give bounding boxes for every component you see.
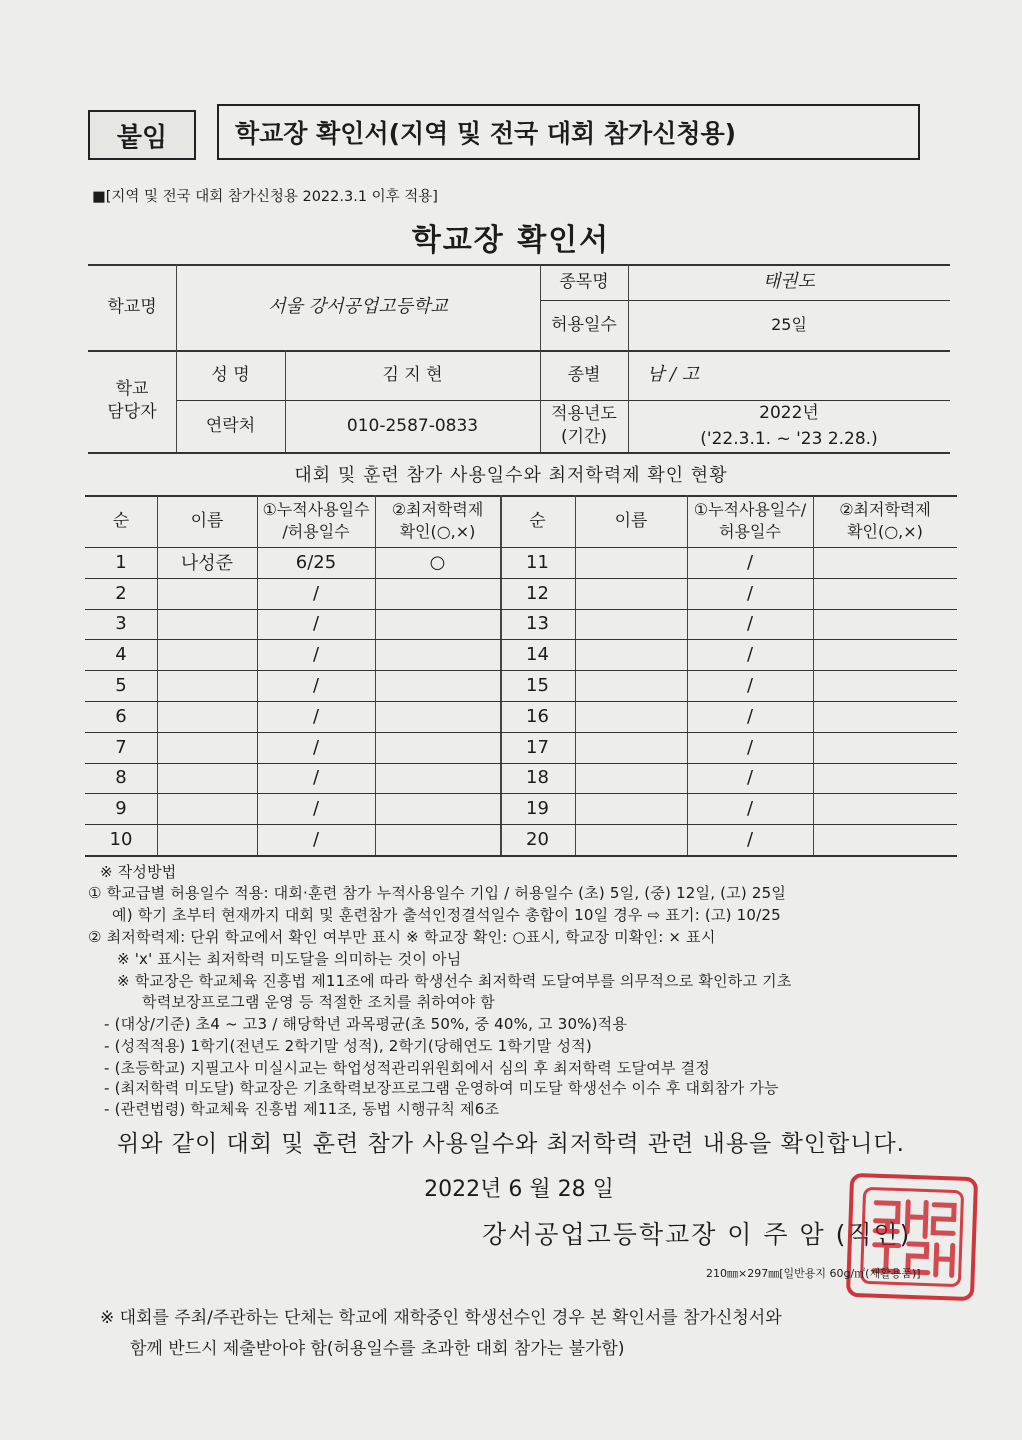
category-label: 종별: [567, 364, 601, 385]
instruction-line: - (초등학교) 지필고사 미실시교는 학업성적관리위원회에서 심의 후 최저학력 도달여부 결정: [104, 1059, 710, 1077]
cell-check-right: [813, 793, 957, 824]
cell-no-right: 16: [526, 705, 549, 727]
school-name-label: 학교명: [107, 296, 157, 317]
cell-days-left: /: [312, 675, 320, 697]
allowed-days-value: 25일: [771, 315, 807, 335]
cell-check-right: [813, 732, 957, 763]
col-header-days-right: ①누적사용일수/ 허용일수: [693, 500, 807, 541]
col-header-no-left: 순: [112, 510, 130, 531]
instruction-line: ② 최저학력제: 단위 학교에서 확인 여부만 표시 ※ 학교장 확인: ○표시, 학교장 미확인: × 표시: [88, 928, 716, 946]
cell-days-left: /: [312, 705, 320, 727]
cell-days-left: /: [312, 644, 320, 666]
cell-name-right: [575, 763, 687, 794]
application-note: ■[지역 및 전국 대회 참가신청용 2022.3.1 이후 적용]: [92, 189, 438, 205]
cell-days-right: /: [746, 613, 754, 635]
cell-name-left: [157, 701, 257, 732]
allowed-days-label: 허용일수: [551, 314, 617, 335]
contact-value: 010-2587-0833: [346, 415, 479, 436]
instruction-line: - (성적적용) 1학기(전년도 2학기말 성적), 2학기(당해연도 1학기말 성적): [104, 1037, 592, 1055]
cell-name-left: [157, 639, 257, 670]
cell-no-right: 18: [526, 767, 549, 789]
form-header-title-text: 학교장 확인서(지역 및 전국 대회 참가신청용): [235, 119, 737, 148]
cell-name-right: [575, 824, 687, 855]
cell-check-left: [375, 793, 500, 824]
cell-days-left: /: [312, 613, 320, 635]
cell-days-right: /: [746, 644, 754, 666]
cell-no-right: 13: [526, 613, 549, 635]
col-header-name-right: 이름: [614, 510, 648, 531]
cell-days-left: /: [312, 829, 320, 851]
cell-no-right: 19: [526, 798, 549, 820]
cell-days-left: 6/25: [295, 551, 337, 573]
form-header-title: [217, 104, 920, 160]
cell-days-left: /: [312, 736, 320, 758]
cell-check-left: ○: [429, 551, 446, 573]
contact-label: 연락처: [205, 415, 256, 436]
cell-name-left: [157, 578, 257, 609]
cell-name-right: [575, 639, 687, 670]
cell-check-right: [813, 824, 957, 855]
cell-no-right: 20: [526, 829, 549, 851]
cell-days-right: /: [746, 798, 754, 820]
cell-no-left: 4: [115, 644, 127, 666]
cell-days-left: /: [312, 582, 320, 604]
cell-no-left: 8: [115, 767, 127, 789]
status-section-title: 대회 및 훈련 참가 사용일수와 최저학력제 확인 현황: [294, 465, 728, 486]
page-title: 학교장 확인서: [411, 223, 611, 258]
col-header-days-left: ①누적사용일수 /허용일수: [262, 500, 370, 541]
cell-days-right: /: [746, 705, 754, 727]
cell-no-right: 14: [526, 644, 549, 666]
cell-no-left: 3: [115, 613, 127, 635]
instruction-line: ① 학교급별 허용일수 적용: 대회·훈련 참가 누적사용일수 기입 / 허용일수 (초) 5일, (중) 12일, (고) 25일: [88, 884, 787, 902]
instruction-line: - (대상/기준) 초4 ~ 고3 / 해당학년 과목평균(초 50%, 중 40%, 고 30%)적용: [104, 1015, 628, 1033]
cell-check-left: [375, 578, 500, 609]
cell-check-right: [813, 578, 957, 609]
cell-check-left: [375, 701, 500, 732]
cell-no-left: 1: [115, 551, 127, 573]
cell-no-left: 7: [115, 736, 127, 758]
cell-no-left: 9: [115, 798, 127, 820]
staff-name-value: 김 지 현: [382, 364, 443, 385]
cell-days-left: /: [312, 767, 320, 789]
cell-no-left: 2: [115, 582, 127, 604]
instruction-line: ※ 학교장은 학교체육 진흥법 제11조에 따라 학생선수 최저학력 도달여부를 의무적으로 확인하고 기초: [117, 972, 792, 990]
event-label: 종목명: [559, 271, 609, 292]
cell-days-right: /: [746, 582, 754, 604]
cell-days-left: /: [312, 798, 320, 820]
cell-days-right: /: [746, 736, 754, 758]
cell-check-right: [813, 547, 957, 578]
cell-name-right: [575, 547, 687, 578]
cell-name-right: [575, 578, 687, 609]
cell-name-left: [157, 763, 257, 794]
apply-year-value: 2022년: [759, 402, 819, 423]
cell-days-right: /: [746, 829, 754, 851]
cell-name-right: [575, 701, 687, 732]
category-value: 남 / 고: [646, 363, 700, 385]
cell-name-left: [157, 732, 257, 763]
cell-name-right: [575, 609, 687, 640]
cell-name-left: [157, 670, 257, 701]
cell-name-right: [575, 732, 687, 763]
cell-days-right: /: [746, 551, 754, 573]
cell-check-left: [375, 763, 500, 794]
attachment-tag-label: 붙임: [116, 122, 168, 153]
cell-check-left: [375, 824, 500, 855]
instruction-line: ※ 작성방법: [100, 863, 177, 881]
instruction-line: 학력보장프로그램 운영 등 적절한 조치를 취하여야 함: [142, 993, 495, 1011]
official-seal: [846, 1173, 978, 1301]
cell-no-left: 10: [109, 829, 133, 851]
footer-note-line-1: ※ 대회를 주최/주관하는 단체는 학교에 재학중인 학생선수인 경우 본 확인서를 참가신청서와: [100, 1308, 782, 1328]
staff-label: 학교 담당자: [107, 379, 157, 422]
cell-check-left: [375, 639, 500, 670]
issue-date: 2022년 6 월 28 일: [424, 1177, 614, 1202]
principal-signature: 강서공업고등학교장 이 주 암 (직인): [482, 1220, 912, 1249]
col-header-check-left: ②최저학력제 확인(○,×): [391, 500, 484, 541]
staff-name-label: 성 명: [211, 364, 250, 385]
cell-name-left: [157, 824, 257, 855]
cell-check-right: [813, 701, 957, 732]
cell-check-right: [813, 763, 957, 794]
col-header-name-left: 이름: [190, 510, 224, 531]
cell-check-right: [813, 639, 957, 670]
instruction-line: - (관련법령) 학교체육 진흥법 제11조, 동법 시행규칙 제6조: [104, 1100, 500, 1118]
cell-no-right: 17: [526, 736, 549, 758]
confirmation-statement: 위와 같이 대회 및 훈련 참가 사용일수와 최저학력 관련 내용을 확인합니다.: [117, 1131, 905, 1157]
cell-days-right: /: [746, 767, 754, 789]
cell-no-left: 6: [115, 705, 127, 727]
cell-name-left: 나성준: [180, 553, 234, 575]
instruction-line: 예) 학기 초부터 현재까지 대회 및 훈련참가 출석인정결석일수 총합이 10일 경우 ⇨ 표기: (고) 10/25: [112, 906, 781, 924]
cell-no-right: 11: [526, 551, 549, 573]
cell-check-right: [813, 670, 957, 701]
footer-note-line-2: 함께 반드시 제출받아야 함(허용일수를 초과한 대회 참가는 불가함): [130, 1339, 625, 1359]
cell-no-right: 15: [526, 675, 549, 697]
event-value: 태권도: [762, 270, 816, 292]
cell-name-right: [575, 793, 687, 824]
cell-name-left: [157, 609, 257, 640]
instruction-line: ※ 'x' 표시는 최저학력 미도달을 의미하는 것이 아님: [117, 950, 462, 968]
apply-year-label: 적용년도 (기간): [551, 404, 617, 447]
cell-no-left: 5: [115, 675, 127, 697]
cell-name-left: [157, 793, 257, 824]
cell-check-left: [375, 609, 500, 640]
school-name-value: 서울 강서공업고등학교: [268, 295, 448, 317]
cell-days-right: /: [746, 675, 754, 697]
cell-name-right: [575, 670, 687, 701]
instruction-line: - (최저학력 미도달) 학교장은 기초학력보장프로그램 운영하여 미도달 학생선수 이수 후 대회참가 가능: [104, 1079, 779, 1097]
col-header-no-right: 순: [529, 510, 546, 531]
apply-period-value: ('22.3.1. ~ '23 2.28.): [700, 428, 878, 449]
col-header-check-right: ②최저학력제 확인(○,×): [839, 500, 931, 541]
paper-spec-note: 210㎜×297㎜[일반용지 60g/㎡(재활용품)]: [706, 1267, 921, 1280]
attachment-tag: [88, 110, 196, 160]
cell-no-right: 12: [526, 582, 549, 604]
cell-check-left: [375, 732, 500, 763]
cell-check-right: [813, 609, 957, 640]
cell-check-left: [375, 670, 500, 701]
